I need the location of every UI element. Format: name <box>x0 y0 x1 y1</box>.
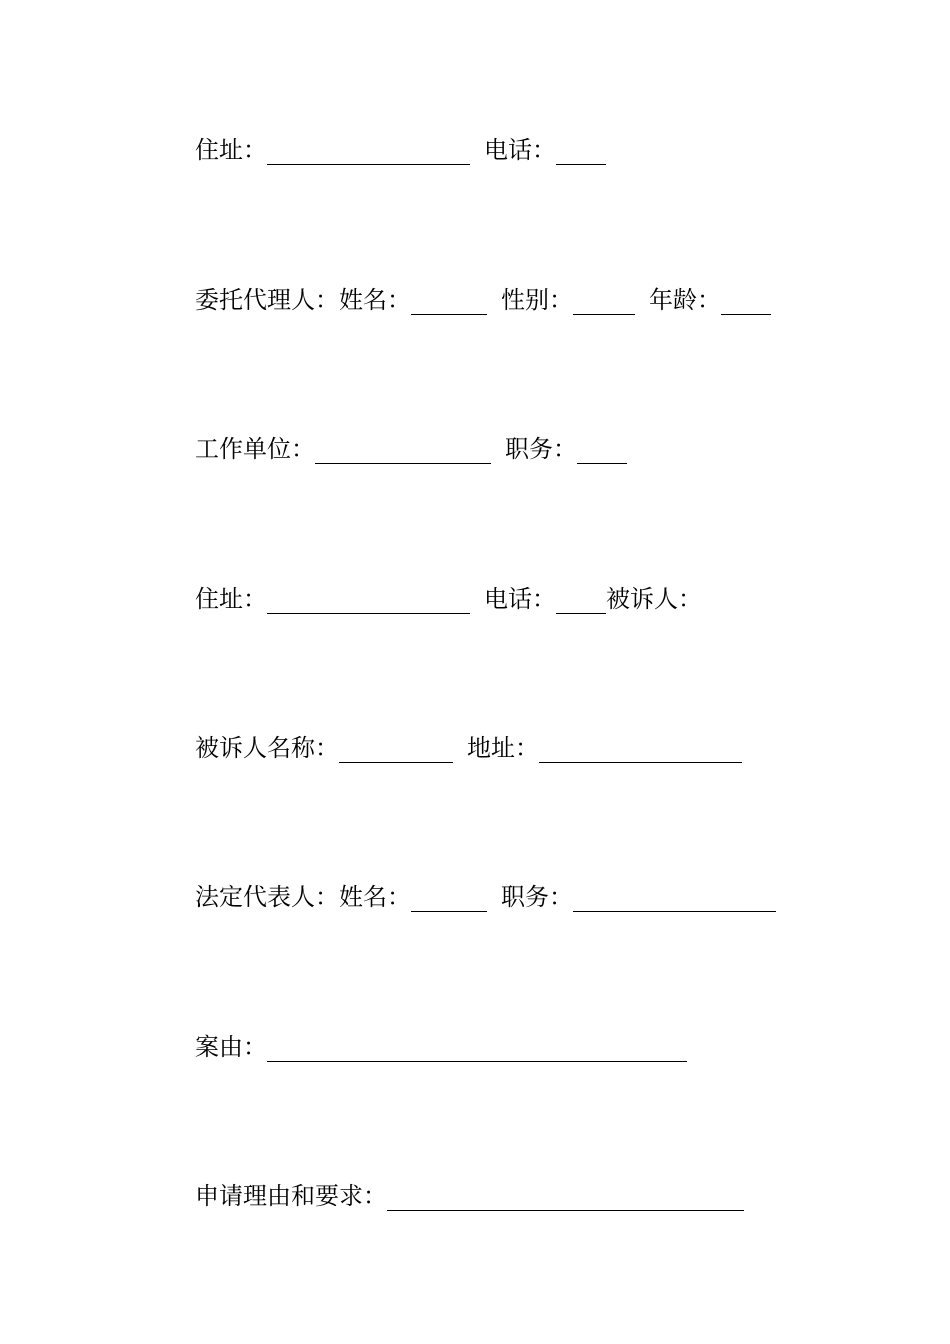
address-label-2: 住址： <box>195 585 267 613</box>
position-label: 职务： <box>505 435 577 463</box>
agent-line <box>195 283 771 317</box>
phone-label: 电话： <box>484 136 556 164</box>
agent-name-label: 委托代理人：姓名： <box>195 286 411 314</box>
agent-name-blank[interactable] <box>411 313 487 315</box>
gender-label: 性别： <box>501 286 573 314</box>
workplace-line <box>195 432 627 466</box>
address-phone-respondent-line <box>195 582 702 616</box>
address-blank-2[interactable] <box>267 612 470 614</box>
reasons-label: 申请理由和要求： <box>195 1182 387 1210</box>
legal-rep-line <box>195 880 776 914</box>
respondent-name-line <box>195 731 742 765</box>
reasons-blank[interactable] <box>387 1209 744 1211</box>
phone-blank[interactable] <box>556 163 606 165</box>
workplace-label: 工作单位： <box>195 435 315 463</box>
legal-rep-position-label: 职务： <box>501 883 573 911</box>
case-cause-line <box>195 1030 687 1064</box>
case-cause-blank[interactable] <box>267 1060 687 1062</box>
legal-rep-name-label: 法定代表人：姓名： <box>195 883 411 911</box>
address-blank[interactable] <box>267 163 470 165</box>
phone-blank-2[interactable] <box>556 612 606 614</box>
address-label: 住址： <box>195 136 267 164</box>
gender-blank[interactable] <box>573 313 635 315</box>
respondent-label: 被诉人： <box>606 585 702 613</box>
phone-label-2: 电话： <box>484 585 556 613</box>
age-blank[interactable] <box>721 313 771 315</box>
position-blank[interactable] <box>577 462 627 464</box>
respondent-address-label: 地址： <box>467 734 539 762</box>
address-phone-line <box>195 133 606 167</box>
legal-rep-position-blank[interactable] <box>573 910 776 912</box>
case-cause-label: 案由： <box>195 1033 267 1061</box>
legal-rep-name-blank[interactable] <box>411 910 487 912</box>
respondent-name-blank[interactable] <box>339 761 453 763</box>
reasons-line <box>195 1179 744 1213</box>
workplace-blank[interactable] <box>315 462 491 464</box>
respondent-address-blank[interactable] <box>539 761 742 763</box>
age-label: 年龄： <box>649 286 721 314</box>
respondent-name-label: 被诉人名称： <box>195 734 339 762</box>
